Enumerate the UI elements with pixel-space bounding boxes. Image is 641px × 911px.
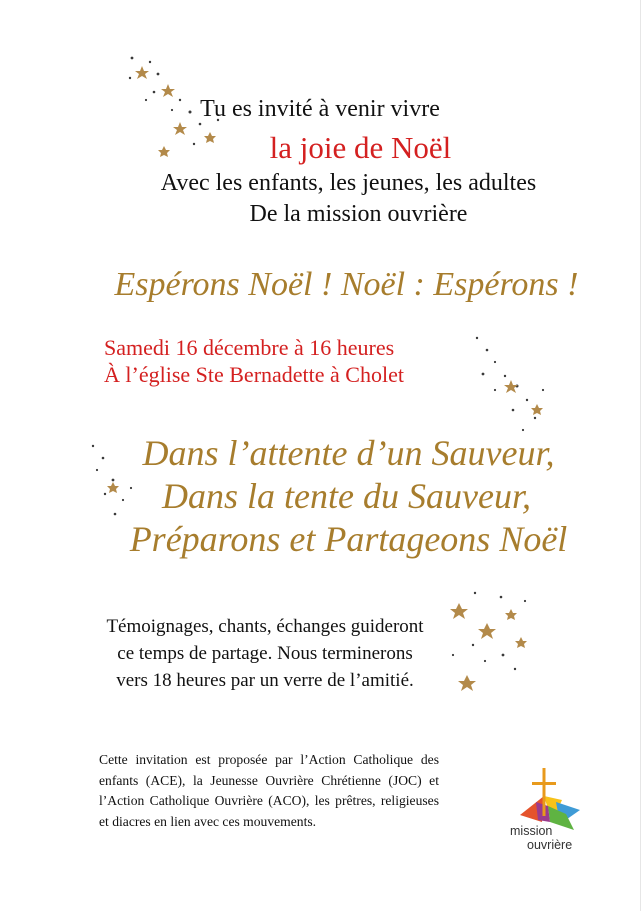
program-line-3: vers 18 heures par un verre de l’amitié.: [116, 670, 414, 691]
event-place: À l’église Ste Bernadette à Cholet: [104, 362, 404, 387]
star-cluster-middle-right-icon: [465, 330, 555, 440]
organizers-note: Cette invitation est proposée par l’Action Catholique des enfants (ACE), la Jeunesse Ouvrière Chrétienne (JOC) et l’Action Catholique Ouvrière (ACO), les prêtres, religieuses et diacres en lien avec ces mouvements.: [99, 752, 439, 829]
star-cluster-lower-right-icon: [445, 585, 535, 695]
program-line-1: Témoignages, chants, échanges guideront: [106, 616, 424, 637]
poem-line-2: Dans la tente du Sauveur,: [162, 476, 531, 516]
poem-line-1: Dans l’attente d’un Sauveur,: [142, 433, 555, 473]
invitation-line-4: De la mission ouvrière: [249, 201, 468, 227]
invitation-highlight: la joie de Noël: [269, 130, 452, 165]
poem-line-3: Préparons et Partageons Noël: [129, 519, 568, 559]
logo-label-line-1: mission: [510, 824, 553, 838]
invitation-line-3: Avec les enfants, les jeunes, les adultes: [160, 170, 537, 196]
program-line-2: ce temps de partage. Nous terminerons: [117, 643, 413, 664]
logo-label-line-2: ouvrière: [527, 838, 573, 852]
event-date: Samedi 16 décembre à 16 heures: [104, 335, 395, 360]
invitation-line-1: Tu es invité à venir vivre: [200, 96, 440, 122]
slogan-heading: Espérons Noël ! Noël : Espérons !: [114, 266, 579, 303]
